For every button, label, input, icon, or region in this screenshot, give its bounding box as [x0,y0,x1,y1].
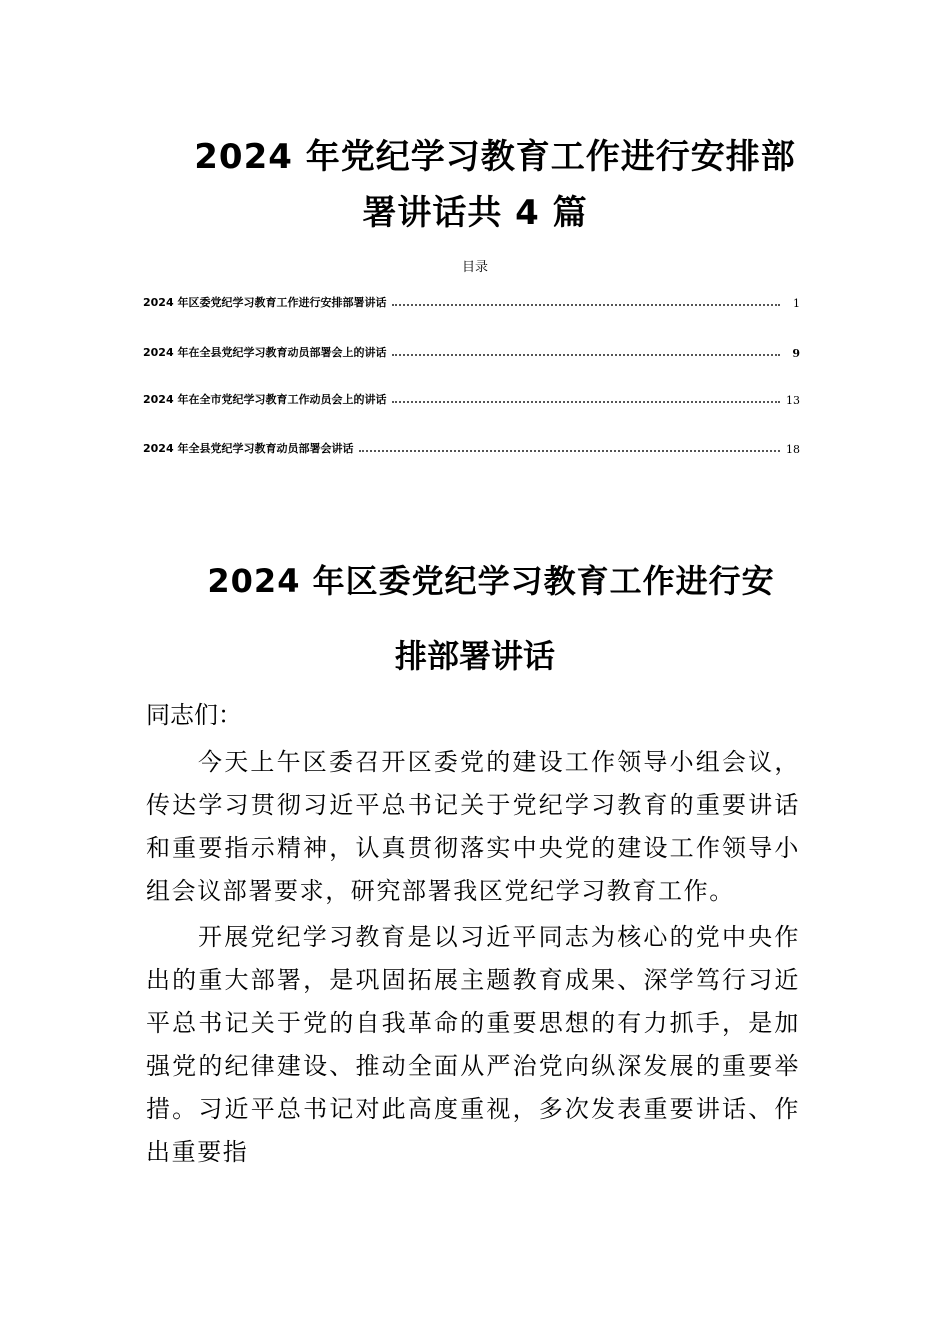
toc-entry-page: 13 [786,394,800,407]
toc-leader-dots [392,303,780,306]
document-title-line-2: 署讲话共 4 篇 [362,193,588,233]
toc-entry-page: 1 [793,297,800,310]
toc-leader-dots [392,353,780,356]
toc-entry[interactable] [143,340,800,360]
section-title-line-1: 2024 年区委党纪学习教育工作进行安 [207,562,775,600]
toc-entry-label: 2024 年在全市党纪学习教育工作动员会上的讲话 [143,393,387,406]
salutation: 同志们： [146,701,242,729]
toc-entry[interactable] [143,290,800,310]
toc-entry-page: 18 [786,443,800,456]
toc-entry-label: 2024 年在全县党纪学习教育动员部署会上的讲话 [143,346,387,359]
toc-heading: 目录 [461,260,488,275]
toc-entry-page: 9 [792,347,800,360]
toc-leader-dots [359,449,780,452]
toc-entry-label: 2024 年全县党纪学习教育动员部署会讲话 [143,442,354,455]
toc-entry[interactable] [143,436,800,456]
body-paragraph: 今天上午区委召开区委党的建设工作领导小组会议，传达学习贯彻习近平总书记关于党纪学习教育的重要讲话和重要指示精神，认真贯彻落实中央党的建设工作领导小组会议部署要求，研究部署我区党纪学习教育工作。 [146,748,800,905]
section-title-line-2: 排部署讲话 [394,637,555,675]
toc-entry[interactable] [143,387,800,407]
toc-entry-label: 2024 年区委党纪学习教育工作进行安排部署讲话 [143,296,387,309]
toc-leader-dots [392,400,780,403]
body-paragraph: 开展党纪学习教育是以习近平同志为核心的党中央作出的重大部署，是巩固拓展主题教育成果、深学笃行习近平总书记关于党的自我革命的重要思想的有力抓手，是加强党的纪律建设、推动全面从严治党向纵深发展的重要举措。习近平总书记对此高度重视，多次发表重要讲话、作出重要指 [146,923,800,1166]
document-title-line-1: 2024 年党纪学习教育工作进行安排部 [194,137,796,177]
